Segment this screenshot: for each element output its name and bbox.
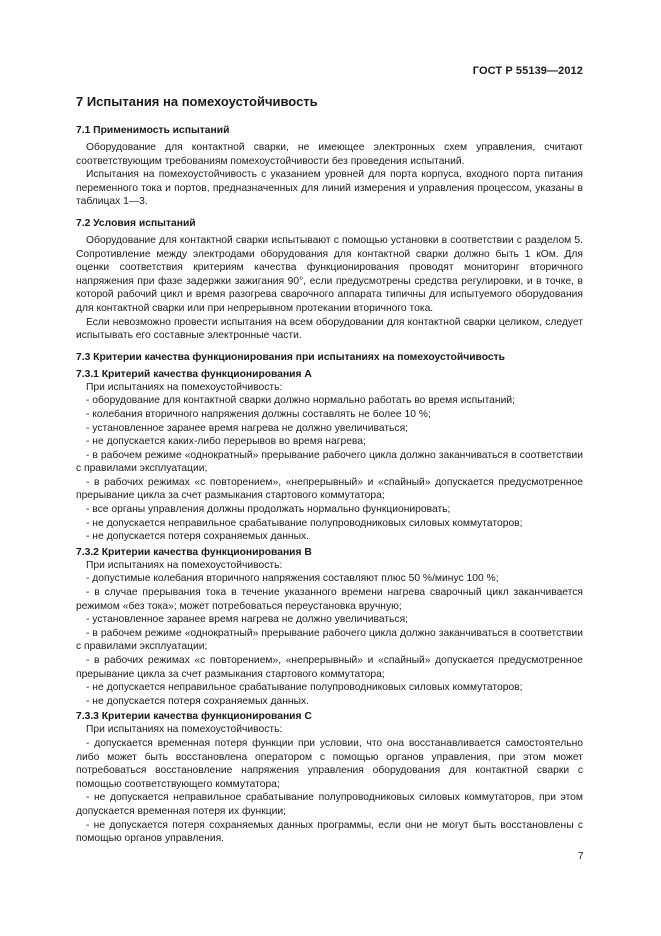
criterion-b-list [76,572,583,708]
criterion-intro: При испытаниях на помехоустойчивость: [86,381,283,393]
list-item: - допускается временная потеря функции при условии, что она восстанавливается самостоятельно либо может быть восстановлена оператором с помощью органов управления, при этом может потребоваться восстановление напряжения управления оборудования для контактной сварки с помощью соответствующего коммутатора; [76,737,583,790]
list-item: - установленное заранее время нагрева не должно увеличиваться; [86,614,409,626]
list-item: - в рабочих режимах «с повторением», «непрерывный» и «спайный» допускается предусмотренное прерывание цикла за счет размыкания стартового коммутатора; [76,655,583,680]
list-item: - в рабочем режиме «однократный» прерывание рабочего цикла должно заканчиваться в соответствии с правилами эксплуатации; [76,627,583,653]
subsection-7-2-heading: 7.2 Условия испытаний [76,217,196,229]
paragraph: Оборудование для контактной сварки испытывают с помощью установки в соответствии с разделом 5. Сопротивление между электродами оборудования для контактной сварки должно быть 1 кОм. Для оценки соответствия критериям качества функционирования проводят мониторинг вторичного напряжения при фазе задержки зажигания 90°, если предусмотрены средства регулировки, и в точке, в которой рабочий цикл и время разогрева сварочного аппарата типичны для испытуемого оборудования для контактной сварки или при непрерывном протекании вторичного тока. [76,234,583,314]
list-item: - в случае прерывания тока в течение указанного времени нагрева сварочный цикл заканчивается режимом «без тока»; может потребоваться переустановка вручную; [76,587,583,612]
criterion-intro: При испытаниях на помехоустойчивость: [86,724,283,736]
list-item: - не допускается потеря сохраняемых данных. [86,531,310,543]
subsection-7-3-heading: 7.3 Критерии качества функционирования при испытаниях на помехоустойчивость [76,351,505,363]
list-item: - в рабочих режимах «с повторением», «непрерывный» и «спайный» допускается предусмотренное прерывание цикла за счет размыкания стартового коммутатора; [76,476,583,502]
list-item: - не допускается неправильное срабатывание полупроводниковых силовых коммутаторов; [86,517,523,529]
list-item: - не допускается потеря сохраняемых данных. [86,695,310,707]
page-content [76,94,583,846]
criterion-a-heading: 7.3.1 Критерий качества функционирования А [76,368,312,380]
page-number: 7 [578,851,584,862]
section-title: 7 Испытания на помехоустойчивость [76,94,318,109]
document-code: ГОСТ Р 55139—2012 [472,65,583,77]
criterion-intro: При испытаниях на помехоустойчивость: [86,559,283,571]
criterion-c-list [76,737,583,846]
criterion-c-heading: 7.3.3 Критерии качества функционирования С [76,711,312,723]
list-item: - не допускается каких-либо перерывов во время нагрева; [86,436,366,448]
paragraph: Испытания на помехоустойчивость с указанием уровней для порта корпуса, входного порта питания переменного тока и портов, предназначенных для линий измерения и управления процессом, указаны в таблицах 1—3. [76,169,583,208]
list-item: - не допускается потеря сохраняемых данных программы, если они не могут быть восстановлены с помощью органов управления. [76,819,583,845]
subsection-7-1-heading: 7.1 Применимость испытаний [76,125,230,136]
list-item: - установленное заранее время нагрева не должно увеличиваться; [86,422,409,434]
list-item: - допустимые колебания вторичного напряжения составляют плюс 50 %/минус 100 %; [86,573,499,585]
paragraph: Оборудование для контактной сварки, не имеющее электронных схем управления, считают соответствующим требованиям помехоустойчивости без проведения испытаний. [76,142,583,167]
list-item: - все органы управления должны продолжать нормально функционировать; [86,504,451,516]
list-item: - не допускается неправильное срабатывание полупроводниковых силовых коммутаторов, при этом допускается временная потеря их функции; [76,792,583,817]
criterion-b-heading: 7.3.2 Критерии качества функционирования В [76,546,312,558]
list-item: - колебания вторичного напряжения должны составлять не более 10 %; [86,408,431,420]
list-item: - не допускается неправильное срабатывание полупроводниковых силовых коммутаторов; [86,682,523,694]
criterion-a-list [76,394,583,544]
paragraph: Если невозможно провести испытания на всем оборудовании для контактной сварки целиком, следует испытывать его составные электронные части. [76,316,583,342]
list-item: - оборудование для контактной сварки должно нормально работать во время испытаний; [86,395,515,407]
list-item: - в рабочем режиме «однократный» прерывание рабочего цикла должно заканчиваться в соответствии с правилами эксплуатации; [76,449,583,475]
